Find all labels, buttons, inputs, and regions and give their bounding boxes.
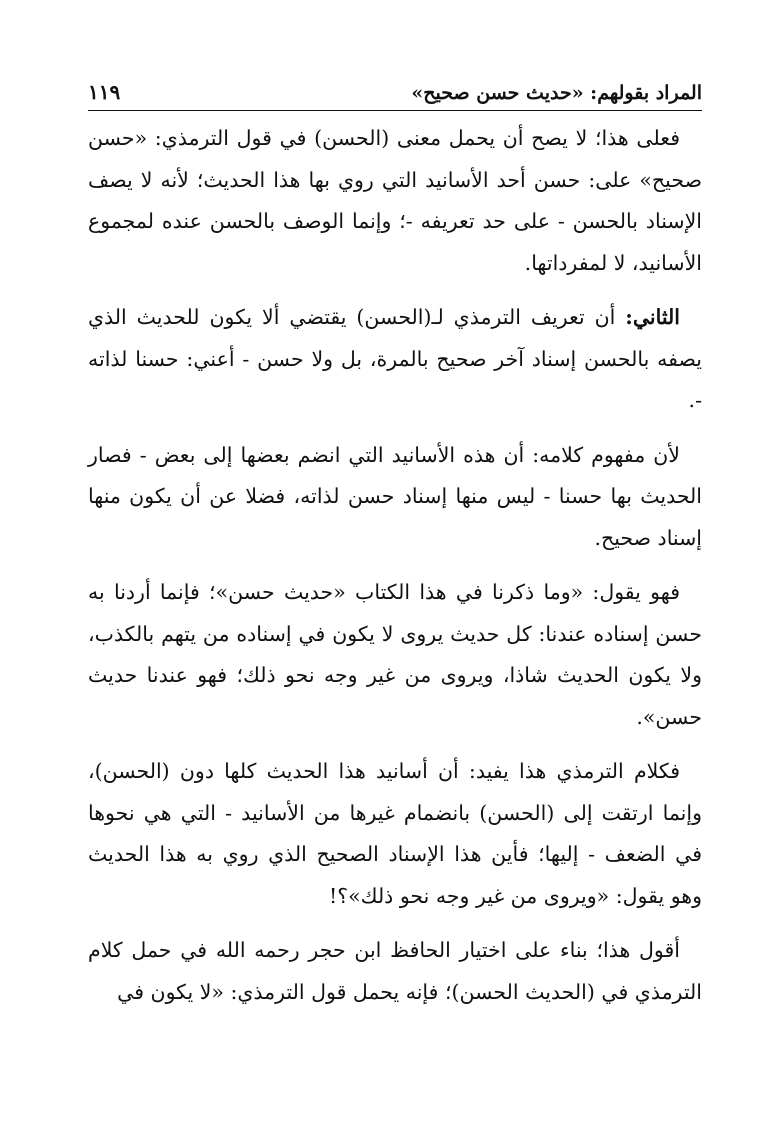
page-header — [88, 60, 702, 111]
paragraph-2-text: أن تعريف الترمذي لـ(الحسن) يقتضي ألا يكون للحديث الذي يصفه بالحسن إسناد آخر صحيح بالمرة، بل ولا حسن - أعني: حسنا لذاته -. — [88, 305, 702, 412]
page-number: ١١٩ — [88, 80, 121, 104]
paragraph-5: فكلام الترمذي هذا يفيد: أن أسانيد هذا الحديث كلها دون (الحسن)، وإنما ارتقت إلى (الحسن) بانضمام غيرها من الأسانيد - التي هي نحوها في الضعف - إليها؛ فأين هذا الإسناد الصحيح الذي روي به هذا الحديث وهو يقول: «ويروى من غير وجه نحو ذلك»؟! — [88, 759, 702, 908]
paragraph-1: فعلى هذا؛ لا يصح أن يحمل معنى (الحسن) في قول الترمذي: «حسن صحيح» على: حسن أحد الأسانيد التي روي بها هذا الحديث؛ لأنه لا يصف الإسناد بالحسن - على حد تعريفه -؛ وإنما الوصف بالحسن عنده لمجموع الأسانيد، لا لمفرداتها. — [88, 126, 702, 275]
paragraph-4: فهو يقول: «وما ذكرنا في هذا الكتاب «حديث حسن»؛ فإنما أردنا به حسن إسناده عندنا: كل حديث يروى لا يكون في إسناده من يتهم بالكذب، ولا يكون الحديث شاذا، ويروى من غير وجه نحو ذلك؛ فهو عندنا حديث حسن». — [88, 580, 702, 729]
paragraph-2-lead: الثاني: — [625, 305, 680, 329]
paragraph-3: لأن مفهوم كلامه: أن هذه الأسانيد التي انضم بعضها إلى بعض - فصار الحديث بها حسنا - ليس منها إسناد حسن لذاته، فضلا عن أن يكون منها إسناد صحيح. — [88, 442, 702, 550]
running-title: المراد بقولهم: «حديث حسن صحيح» — [411, 82, 702, 104]
paragraph-6: أقول هذا؛ بناء على اختيار الحافظ ابن حجر رحمه الله في حمل كلام الترمذي في (الحديث الحسن)؛ فإنه يحمل قول الترمذي: «لا يكون في — [88, 938, 702, 1004]
paragraph-2 — [88, 297, 702, 422]
page-body — [88, 118, 702, 1013]
